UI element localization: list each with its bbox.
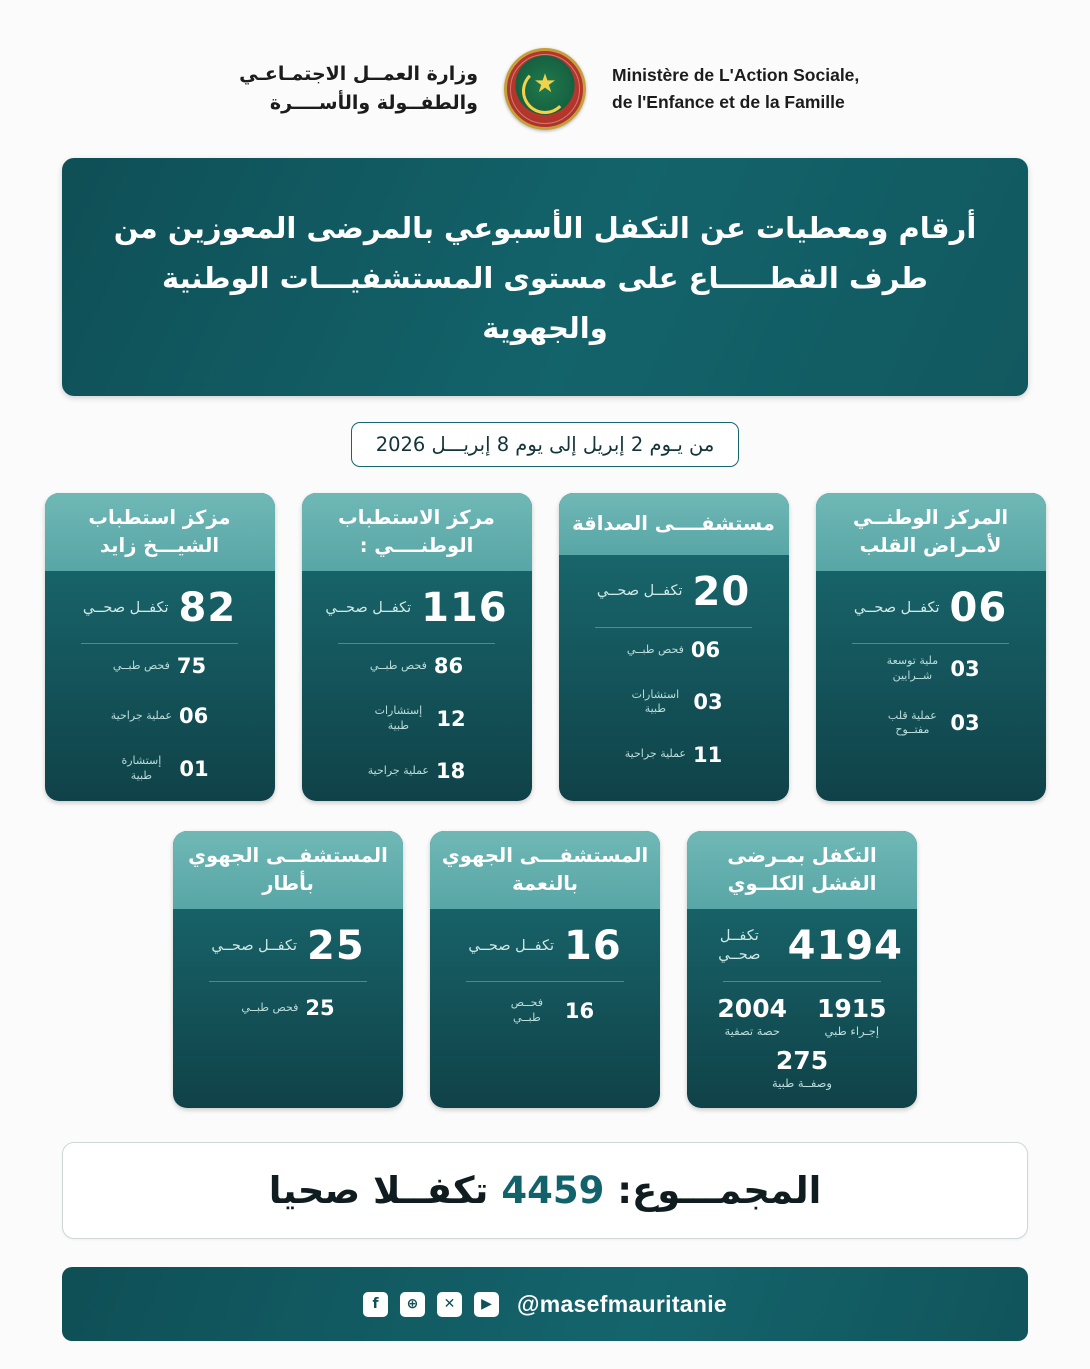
sub-stats — [59, 654, 261, 783]
main-stat — [830, 585, 1032, 641]
main-stat — [187, 923, 389, 979]
divider — [81, 643, 239, 644]
sub-stat — [772, 1046, 832, 1090]
ministry-fr-line1: Ministère de L'Action Sociale, — [612, 64, 860, 85]
sub-label: فحص طبــي — [369, 659, 427, 673]
sub-value: 18 — [436, 758, 466, 783]
youtube-icon[interactable]: ▶ — [474, 1292, 499, 1317]
main-stat — [701, 923, 903, 979]
divider — [852, 643, 1010, 644]
divider — [466, 981, 624, 982]
sub-label: وصفــة طبية — [772, 1076, 832, 1091]
sub-stats — [316, 654, 518, 783]
main-label: تكفــل صحــي — [325, 599, 412, 616]
main-stat — [573, 569, 775, 625]
sub-stat — [817, 994, 887, 1038]
sub-label: حصة تصفية — [724, 1024, 780, 1039]
sub-stat — [110, 754, 208, 783]
main-label: تكفــل صحــي — [211, 937, 298, 954]
card-body — [816, 571, 1046, 801]
ministry-name-arabic — [148, 60, 478, 119]
card-title: مركز الاستطباب الوطنــــي : — [302, 493, 532, 571]
sub-label: إستشارة طبية — [121, 754, 162, 782]
date-range-wrap — [0, 422, 1090, 467]
cards-row-1 — [0, 493, 1090, 801]
ministry-ar-line2: والطفــولة والأســــرة — [269, 92, 478, 114]
main-label: تكفــل صحــي — [718, 927, 761, 964]
card-national-medical-center — [302, 493, 532, 801]
date-range-pill: من يـوم 2 إبريل إلى يوم 8 إبريـــل 2026 — [351, 422, 740, 467]
total-suffix: تكفــلا صحيا — [268, 1169, 489, 1213]
sub-stat — [881, 709, 979, 738]
card-national-heart-center — [816, 493, 1046, 801]
card-title: مستشفــــى الصداقة — [559, 493, 789, 555]
sub-value: 1915 — [817, 994, 887, 1024]
card-body — [687, 909, 917, 1108]
card-body — [559, 555, 789, 801]
ministry-name-french — [612, 62, 942, 116]
sub-stat — [625, 743, 722, 767]
sub-stat — [111, 704, 208, 728]
sub-stats — [187, 996, 389, 1020]
divider — [209, 981, 367, 982]
sub-stat — [627, 638, 720, 662]
sub-value: 275 — [775, 1046, 829, 1076]
main-value: 116 — [421, 585, 508, 632]
sub-label: إجـراء طبي — [824, 1024, 880, 1039]
x-twitter-icon[interactable]: ✕ — [437, 1292, 462, 1317]
sub-value: 06 — [690, 638, 721, 662]
sub-stat — [367, 704, 465, 733]
social-handle[interactable]: @masefmauritanie — [516, 1290, 728, 1317]
sub-stat — [370, 654, 463, 678]
divider — [595, 627, 753, 628]
main-value: 20 — [692, 569, 751, 615]
card-title: مزكز استطباب الشيـــخ زايد — [45, 493, 275, 571]
sub-label: فحص طبــي — [626, 642, 684, 656]
sub-stat — [717, 994, 787, 1038]
sub-label: فحــص طبــي — [510, 996, 544, 1024]
website-globe-icon[interactable]: ⊕ — [400, 1292, 425, 1317]
sub-stats — [830, 654, 1032, 737]
ministry-ar-line1: وزارة العمــل الاجتمـاعـي — [239, 62, 478, 85]
sub-stat — [113, 654, 206, 678]
sub-label: فحص طبــي — [112, 659, 170, 673]
card-kidney-failure — [687, 831, 917, 1108]
main-stat — [59, 585, 261, 641]
sub-label: ملية توسعة شــرايين — [886, 654, 939, 682]
main-value: 16 — [564, 923, 622, 970]
cards-row-2 — [0, 831, 1090, 1108]
sub-stat — [368, 759, 465, 783]
main-value: 25 — [307, 923, 365, 970]
card-body — [430, 909, 660, 1108]
title-banner — [62, 158, 1028, 396]
sub-stat — [496, 996, 594, 1025]
page-header — [0, 0, 1090, 148]
main-label: تكفــل صحــي — [853, 599, 940, 616]
card-cheikh-zayed-center — [45, 493, 275, 801]
sub-value: 01 — [179, 756, 209, 781]
main-label: تكفــل صحــي — [596, 583, 683, 600]
main-label: تكفــل صحــي — [82, 599, 169, 616]
sub-stats — [573, 638, 775, 767]
sub-stat — [241, 996, 334, 1020]
card-body — [173, 909, 403, 1108]
main-label: تكفــل صحــي — [468, 937, 555, 954]
main-stat — [316, 585, 518, 641]
sub-value: 86 — [433, 654, 464, 679]
sub-label: عملية قلب مفتــوح — [887, 708, 937, 737]
total-prefix: المجمـــوع: — [617, 1169, 822, 1213]
total-value: 4459 — [501, 1169, 605, 1213]
divider — [338, 643, 496, 644]
mauritania-emblem-icon — [504, 48, 586, 130]
sub-label: إستشارات طبية — [374, 704, 423, 732]
card-regional-hospital-atar — [173, 831, 403, 1108]
card-title: التكفل بمـرضى الفشل الكلــوي — [687, 831, 917, 909]
sub-value: 16 — [564, 998, 595, 1023]
sub-stat — [624, 688, 722, 717]
total-text — [83, 1169, 1007, 1212]
ministry-fr-line2: de l'Enfance et de la Famille — [612, 92, 845, 112]
main-value: 06 — [949, 585, 1008, 632]
sub-label: عملية جراحية — [110, 709, 172, 723]
sub-value: 75 — [176, 654, 207, 679]
card-title: المستشفــى الجهوي بأطار — [173, 831, 403, 909]
sub-value: 06 — [179, 704, 209, 729]
sub-value: 11 — [693, 742, 723, 767]
sub-label: فحص طبــي — [241, 1001, 299, 1015]
sub-value: 12 — [436, 706, 466, 731]
sub-stat — [881, 654, 979, 683]
facebook-icon[interactable]: f — [363, 1292, 388, 1317]
sub-value: 2004 — [717, 994, 787, 1024]
kidney-sub-stats — [701, 994, 903, 1038]
total-box — [62, 1142, 1028, 1239]
sub-stats — [444, 996, 646, 1025]
card-body — [302, 571, 532, 801]
divider — [723, 981, 881, 982]
main-value: 4194 — [787, 923, 903, 970]
sub-label: استشارات طبية — [631, 688, 680, 716]
card-title: المركز الوطنــي لأمـراض القلب — [816, 493, 1046, 571]
sub-value: 25 — [305, 996, 335, 1021]
card-body — [45, 571, 275, 801]
main-value: 82 — [178, 585, 237, 632]
sub-value: 03 — [693, 690, 723, 715]
main-stat — [444, 923, 646, 979]
page-title: أرقام ومعطيات عن التكفل الأسبوعي بالمرضى المعوزين من طرف القطـــــاع على مستوى المستشفيـــات الوطنية والجهوية — [113, 211, 977, 345]
footer-bar — [62, 1267, 1028, 1341]
star-icon: ★ — [533, 69, 557, 100]
sub-label: عملية جراحية — [624, 747, 686, 761]
card-regional-hospital-nema — [430, 831, 660, 1108]
card-title: المستشفـــى الجهوي بالنعمة — [430, 831, 660, 909]
sub-value: 03 — [950, 656, 980, 681]
card-friendship-hospital — [559, 493, 789, 801]
sub-value: 03 — [950, 711, 980, 736]
sub-label: عملية جراحية — [367, 763, 429, 777]
